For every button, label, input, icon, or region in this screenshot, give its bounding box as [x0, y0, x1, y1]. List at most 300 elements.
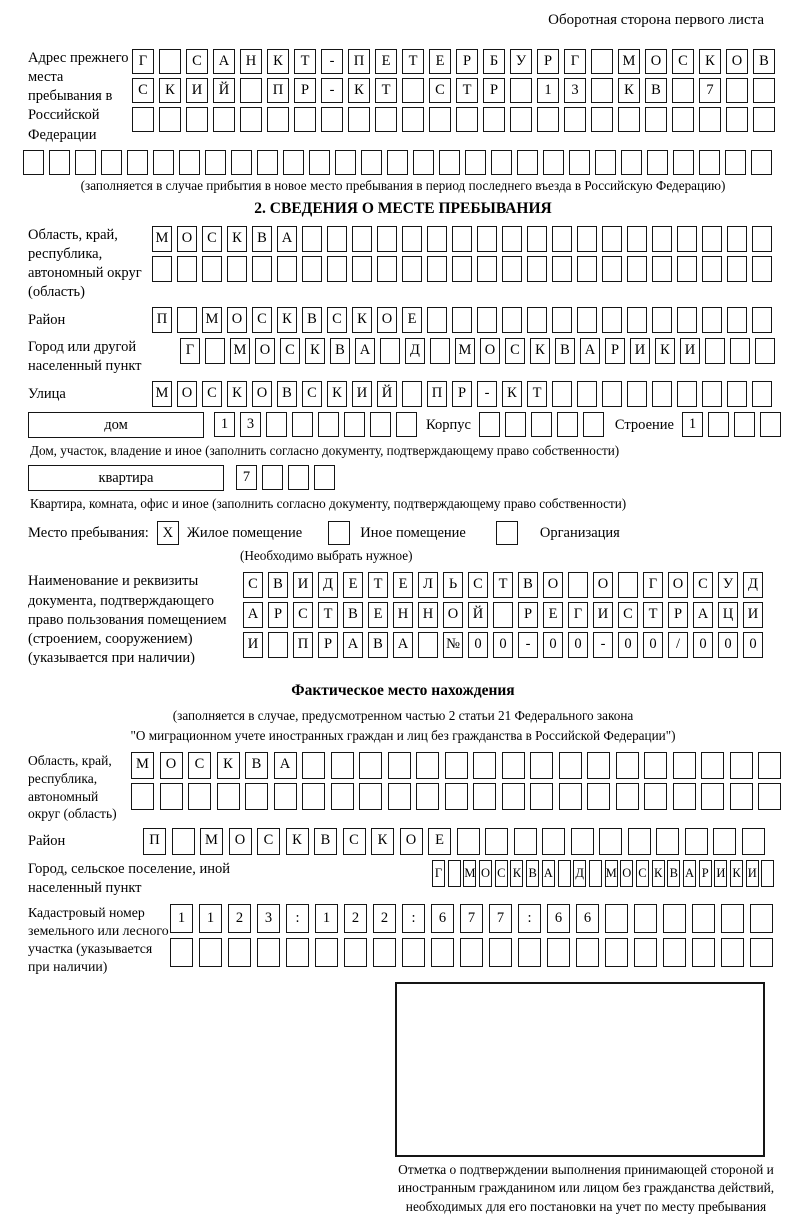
char-cell[interactable] — [489, 938, 512, 967]
cadastral-row-1[interactable] — [170, 904, 779, 933]
char-cell[interactable]: К — [227, 381, 247, 407]
char-cell[interactable] — [344, 412, 365, 437]
char-cell[interactable] — [618, 572, 638, 598]
char-cell[interactable]: М — [230, 338, 250, 364]
char-cell[interactable]: О — [255, 338, 275, 364]
char-cell[interactable] — [751, 150, 772, 175]
char-cell[interactable] — [361, 150, 382, 175]
char-cell[interactable]: Р — [268, 602, 288, 628]
char-cell[interactable] — [685, 828, 708, 855]
char-cell[interactable] — [302, 752, 325, 779]
char-cell[interactable] — [359, 783, 382, 810]
char-cell[interactable]: У — [718, 572, 738, 598]
char-cell[interactable] — [699, 107, 721, 132]
char-cell[interactable] — [240, 107, 262, 132]
char-cell[interactable]: 7 — [460, 904, 483, 933]
char-cell[interactable] — [750, 938, 773, 967]
char-cell[interactable]: К — [277, 307, 297, 333]
char-cell[interactable]: А — [274, 752, 297, 779]
char-cell[interactable]: О — [377, 307, 397, 333]
char-cell[interactable] — [331, 783, 354, 810]
char-cell[interactable]: О — [479, 860, 492, 887]
region-row-2[interactable] — [152, 256, 777, 282]
char-cell[interactable] — [587, 783, 610, 810]
char-cell[interactable] — [416, 752, 439, 779]
char-cell[interactable]: 1 — [170, 904, 193, 933]
char-cell[interactable] — [656, 828, 679, 855]
char-cell[interactable] — [605, 938, 628, 967]
char-cell[interactable] — [677, 256, 697, 282]
char-cell[interactable]: И — [714, 860, 727, 887]
char-cell[interactable]: П — [293, 632, 313, 658]
char-cell[interactable]: 0 — [718, 632, 738, 658]
char-cell[interactable]: И — [746, 860, 759, 887]
char-cell[interactable]: Р — [456, 49, 478, 74]
char-cell[interactable] — [505, 412, 526, 437]
char-cell[interactable] — [439, 150, 460, 175]
char-cell[interactable]: - — [477, 381, 497, 407]
char-cell[interactable]: А — [580, 338, 600, 364]
char-cell[interactable]: Е — [402, 307, 422, 333]
char-cell[interactable]: В — [645, 78, 667, 103]
char-cell[interactable] — [752, 381, 772, 407]
char-cell[interactable]: 6 — [431, 904, 454, 933]
char-cell[interactable]: 0 — [693, 632, 713, 658]
char-cell[interactable]: О — [543, 572, 563, 598]
char-cell[interactable]: Т — [318, 602, 338, 628]
char-cell[interactable]: 3 — [257, 904, 280, 933]
char-cell[interactable]: К — [217, 752, 240, 779]
char-cell[interactable]: К — [510, 860, 523, 887]
char-cell[interactable] — [427, 256, 447, 282]
char-cell[interactable] — [753, 107, 775, 132]
char-cell[interactable]: Т — [643, 602, 663, 628]
district-row[interactable] — [152, 307, 777, 333]
char-cell[interactable] — [321, 107, 343, 132]
char-cell[interactable]: Т — [294, 49, 316, 74]
char-cell[interactable] — [569, 150, 590, 175]
char-cell[interactable] — [49, 150, 70, 175]
char-cell[interactable] — [750, 904, 773, 933]
char-cell[interactable]: : — [402, 904, 425, 933]
char-cell[interactable]: А — [683, 860, 696, 887]
char-cell[interactable] — [388, 752, 411, 779]
char-cell[interactable] — [502, 226, 522, 252]
char-cell[interactable] — [294, 107, 316, 132]
char-cell[interactable] — [699, 150, 720, 175]
char-cell[interactable] — [701, 783, 724, 810]
char-cell[interactable]: В — [518, 572, 538, 598]
char-cell[interactable] — [727, 226, 747, 252]
char-cell[interactable] — [727, 381, 747, 407]
char-cell[interactable]: Т — [527, 381, 547, 407]
char-cell[interactable] — [576, 938, 599, 967]
char-cell[interactable] — [252, 256, 272, 282]
char-cell[interactable]: 3 — [240, 412, 261, 437]
char-cell[interactable] — [702, 307, 722, 333]
char-cell[interactable]: А — [393, 632, 413, 658]
char-cell[interactable]: О — [160, 752, 183, 779]
char-cell[interactable]: - — [518, 632, 538, 658]
char-cell[interactable] — [186, 107, 208, 132]
char-cell[interactable] — [302, 256, 322, 282]
char-cell[interactable] — [131, 783, 154, 810]
char-cell[interactable] — [377, 226, 397, 252]
char-cell[interactable]: Т — [456, 78, 478, 103]
char-cell[interactable] — [727, 256, 747, 282]
char-cell[interactable]: Д — [743, 572, 763, 598]
char-cell[interactable]: А — [277, 226, 297, 252]
char-cell[interactable] — [179, 150, 200, 175]
char-cell[interactable]: П — [267, 78, 289, 103]
char-cell[interactable] — [373, 938, 396, 967]
char-cell[interactable]: 0 — [743, 632, 763, 658]
char-cell[interactable]: Е — [393, 572, 413, 598]
char-cell[interactable] — [721, 904, 744, 933]
char-cell[interactable] — [627, 226, 647, 252]
char-cell[interactable]: В — [314, 828, 337, 855]
char-cell[interactable] — [402, 78, 424, 103]
char-cell[interactable] — [672, 78, 694, 103]
char-cell[interactable]: И — [243, 632, 263, 658]
char-cell[interactable] — [286, 938, 309, 967]
char-cell[interactable]: М — [605, 860, 618, 887]
char-cell[interactable]: В — [277, 381, 297, 407]
checkbox-residential[interactable]: X — [157, 521, 179, 545]
char-cell[interactable] — [388, 783, 411, 810]
char-cell[interactable]: У — [510, 49, 532, 74]
char-cell[interactable] — [591, 49, 613, 74]
char-cell[interactable] — [673, 752, 696, 779]
char-cell[interactable]: П — [152, 307, 172, 333]
char-cell[interactable]: К — [655, 338, 675, 364]
char-cell[interactable] — [692, 904, 715, 933]
region-row-1[interactable] — [152, 226, 777, 252]
char-cell[interactable] — [713, 828, 736, 855]
document-row-1[interactable] — [243, 572, 768, 598]
char-cell[interactable]: О — [443, 602, 463, 628]
char-cell[interactable]: С — [132, 78, 154, 103]
char-cell[interactable]: К — [348, 78, 370, 103]
char-cell[interactable] — [634, 938, 657, 967]
char-cell[interactable] — [644, 783, 667, 810]
char-cell[interactable] — [493, 602, 513, 628]
char-cell[interactable]: К — [352, 307, 372, 333]
char-cell[interactable] — [132, 107, 154, 132]
char-cell[interactable] — [159, 49, 181, 74]
char-cell[interactable]: Р — [518, 602, 538, 628]
char-cell[interactable] — [170, 938, 193, 967]
prev-address-row-4[interactable] — [23, 150, 778, 175]
char-cell[interactable]: В — [302, 307, 322, 333]
char-cell[interactable] — [702, 256, 722, 282]
char-cell[interactable]: Т — [493, 572, 513, 598]
char-cell[interactable] — [452, 256, 472, 282]
char-cell[interactable] — [473, 783, 496, 810]
char-cell[interactable]: О — [400, 828, 423, 855]
char-cell[interactable] — [177, 307, 197, 333]
char-cell[interactable] — [755, 338, 775, 364]
char-cell[interactable]: В — [667, 860, 680, 887]
char-cell[interactable] — [101, 150, 122, 175]
char-cell[interactable] — [672, 107, 694, 132]
char-cell[interactable] — [227, 256, 247, 282]
char-cell[interactable] — [262, 465, 283, 490]
char-cell[interactable] — [591, 78, 613, 103]
char-cell[interactable] — [445, 783, 468, 810]
char-cell[interactable]: С — [202, 381, 222, 407]
char-cell[interactable] — [452, 307, 472, 333]
char-cell[interactable]: М — [463, 860, 476, 887]
char-cell[interactable] — [302, 783, 325, 810]
char-cell[interactable] — [589, 860, 602, 887]
char-cell[interactable] — [742, 828, 765, 855]
char-cell[interactable]: Н — [393, 602, 413, 628]
char-cell[interactable]: Г — [132, 49, 154, 74]
document-row-3[interactable] — [243, 632, 768, 658]
char-cell[interactable]: 1 — [315, 904, 338, 933]
char-cell[interactable]: К — [267, 49, 289, 74]
char-cell[interactable]: Е — [429, 49, 451, 74]
char-cell[interactable]: Ь — [443, 572, 463, 598]
char-cell[interactable] — [577, 381, 597, 407]
char-cell[interactable] — [552, 256, 572, 282]
al-region-row-1[interactable] — [131, 752, 787, 779]
char-cell[interactable]: 1 — [199, 904, 222, 933]
char-cell[interactable] — [510, 107, 532, 132]
char-cell[interactable]: 1 — [682, 412, 703, 437]
char-cell[interactable]: Е — [543, 602, 563, 628]
char-cell[interactable]: 6 — [547, 904, 570, 933]
char-cell[interactable] — [634, 904, 657, 933]
char-cell[interactable] — [402, 226, 422, 252]
char-cell[interactable] — [266, 412, 287, 437]
char-cell[interactable] — [557, 412, 578, 437]
char-cell[interactable]: - — [321, 49, 343, 74]
char-cell[interactable]: С — [429, 78, 451, 103]
char-cell[interactable]: Р — [452, 381, 472, 407]
char-cell[interactable] — [663, 938, 686, 967]
char-cell[interactable] — [127, 150, 148, 175]
char-cell[interactable]: : — [286, 904, 309, 933]
char-cell[interactable]: Р — [537, 49, 559, 74]
char-cell[interactable]: И — [186, 78, 208, 103]
char-cell[interactable]: Т — [375, 78, 397, 103]
char-cell[interactable] — [559, 752, 582, 779]
char-cell[interactable]: О — [252, 381, 272, 407]
char-cell[interactable]: Г — [180, 338, 200, 364]
char-cell[interactable] — [605, 904, 628, 933]
char-cell[interactable] — [753, 78, 775, 103]
char-cell[interactable] — [456, 107, 478, 132]
char-cell[interactable]: П — [427, 381, 447, 407]
char-cell[interactable] — [370, 412, 391, 437]
char-cell[interactable] — [705, 338, 725, 364]
char-cell[interactable]: О — [726, 49, 748, 74]
char-cell[interactable] — [377, 256, 397, 282]
char-cell[interactable] — [571, 828, 594, 855]
char-cell[interactable]: О — [645, 49, 667, 74]
char-cell[interactable] — [752, 307, 772, 333]
char-cell[interactable]: К — [530, 338, 550, 364]
char-cell[interactable] — [734, 412, 755, 437]
char-cell[interactable] — [628, 828, 651, 855]
char-cell[interactable] — [302, 226, 322, 252]
char-cell[interactable]: К — [502, 381, 522, 407]
char-cell[interactable] — [652, 226, 672, 252]
char-cell[interactable] — [268, 632, 288, 658]
char-cell[interactable] — [465, 150, 486, 175]
char-cell[interactable] — [217, 783, 240, 810]
char-cell[interactable]: Д — [318, 572, 338, 598]
char-cell[interactable] — [277, 256, 297, 282]
char-cell[interactable]: Е — [375, 49, 397, 74]
char-cell[interactable] — [577, 226, 597, 252]
char-cell[interactable] — [730, 783, 753, 810]
char-cell[interactable] — [402, 381, 422, 407]
char-cell[interactable]: 1 — [537, 78, 559, 103]
char-cell[interactable]: Т — [402, 49, 424, 74]
char-cell[interactable]: А — [243, 602, 263, 628]
char-cell[interactable] — [530, 752, 553, 779]
char-cell[interactable] — [502, 752, 525, 779]
char-cell[interactable]: К — [159, 78, 181, 103]
char-cell[interactable]: О — [668, 572, 688, 598]
char-cell[interactable] — [205, 338, 225, 364]
char-cell[interactable]: В — [368, 632, 388, 658]
char-cell[interactable]: 7 — [236, 465, 257, 490]
char-cell[interactable]: К — [227, 226, 247, 252]
char-cell[interactable]: М — [618, 49, 640, 74]
char-cell[interactable] — [673, 783, 696, 810]
char-cell[interactable] — [602, 307, 622, 333]
char-cell[interactable] — [537, 107, 559, 132]
char-cell[interactable] — [387, 150, 408, 175]
char-cell[interactable] — [627, 307, 647, 333]
char-cell[interactable]: П — [143, 828, 166, 855]
char-cell[interactable] — [517, 150, 538, 175]
al-region-row-2[interactable] — [131, 783, 787, 810]
street-row[interactable] — [152, 381, 777, 407]
char-cell[interactable]: С — [280, 338, 300, 364]
char-cell[interactable] — [430, 338, 450, 364]
char-cell[interactable]: Й — [213, 78, 235, 103]
char-cell[interactable] — [542, 828, 565, 855]
char-cell[interactable] — [647, 150, 668, 175]
char-cell[interactable]: - — [321, 78, 343, 103]
char-cell[interactable] — [627, 256, 647, 282]
char-cell[interactable] — [427, 307, 447, 333]
char-cell[interactable] — [292, 412, 313, 437]
char-cell[interactable] — [758, 783, 781, 810]
char-cell[interactable]: О — [480, 338, 500, 364]
char-cell[interactable] — [591, 107, 613, 132]
char-cell[interactable] — [599, 828, 622, 855]
char-cell[interactable]: Й — [377, 381, 397, 407]
char-cell[interactable] — [677, 307, 697, 333]
char-cell[interactable] — [315, 938, 338, 967]
char-cell[interactable] — [663, 904, 686, 933]
char-cell[interactable] — [359, 752, 382, 779]
char-cell[interactable]: Н — [418, 602, 438, 628]
char-cell[interactable] — [702, 226, 722, 252]
char-cell[interactable] — [153, 150, 174, 175]
char-cell[interactable]: Д — [573, 860, 586, 887]
char-cell[interactable] — [418, 632, 438, 658]
char-cell[interactable] — [177, 256, 197, 282]
char-cell[interactable]: О — [177, 381, 197, 407]
char-cell[interactable]: 0 — [493, 632, 513, 658]
char-cell[interactable] — [23, 150, 44, 175]
city-row[interactable] — [180, 338, 780, 364]
char-cell[interactable] — [483, 107, 505, 132]
char-cell[interactable] — [396, 412, 417, 437]
char-cell[interactable] — [602, 256, 622, 282]
char-cell[interactable]: В — [343, 602, 363, 628]
char-cell[interactable]: О — [177, 226, 197, 252]
char-cell[interactable]: Р — [294, 78, 316, 103]
char-cell[interactable] — [205, 150, 226, 175]
char-cell[interactable] — [621, 150, 642, 175]
char-cell[interactable] — [460, 938, 483, 967]
char-cell[interactable] — [502, 307, 522, 333]
char-cell[interactable]: В — [252, 226, 272, 252]
char-cell[interactable]: 0 — [543, 632, 563, 658]
char-cell[interactable] — [431, 938, 454, 967]
char-cell[interactable] — [344, 938, 367, 967]
char-cell[interactable] — [240, 78, 262, 103]
char-cell[interactable] — [552, 307, 572, 333]
char-cell[interactable]: В — [555, 338, 575, 364]
char-cell[interactable]: Ц — [718, 602, 738, 628]
char-cell[interactable]: А — [355, 338, 375, 364]
char-cell[interactable]: 7 — [699, 78, 721, 103]
char-cell[interactable] — [730, 752, 753, 779]
char-cell[interactable] — [627, 381, 647, 407]
char-cell[interactable]: И — [680, 338, 700, 364]
char-cell[interactable]: Р — [668, 602, 688, 628]
char-cell[interactable] — [673, 150, 694, 175]
char-cell[interactable] — [402, 938, 425, 967]
char-cell[interactable]: В — [245, 752, 268, 779]
char-cell[interactable] — [652, 307, 672, 333]
char-cell[interactable] — [402, 107, 424, 132]
char-cell[interactable] — [587, 752, 610, 779]
char-cell[interactable] — [514, 828, 537, 855]
char-cell[interactable]: С — [186, 49, 208, 74]
char-cell[interactable] — [527, 256, 547, 282]
char-cell[interactable]: С — [343, 828, 366, 855]
char-cell[interactable]: К — [618, 78, 640, 103]
char-cell[interactable]: К — [652, 860, 665, 887]
char-cell[interactable] — [726, 107, 748, 132]
char-cell[interactable]: К — [730, 860, 743, 887]
apartment-cells[interactable] — [236, 465, 340, 490]
prev-address-row-3[interactable] — [132, 107, 780, 132]
char-cell[interactable] — [502, 783, 525, 810]
char-cell[interactable] — [331, 752, 354, 779]
char-cell[interactable]: И — [352, 381, 372, 407]
char-cell[interactable]: И — [630, 338, 650, 364]
char-cell[interactable] — [559, 783, 582, 810]
char-cell[interactable]: Р — [605, 338, 625, 364]
char-cell[interactable] — [758, 752, 781, 779]
al-district-row[interactable] — [143, 828, 770, 855]
char-cell[interactable]: 0 — [643, 632, 663, 658]
char-cell[interactable] — [502, 256, 522, 282]
char-cell[interactable]: Е — [343, 572, 363, 598]
char-cell[interactable] — [452, 226, 472, 252]
